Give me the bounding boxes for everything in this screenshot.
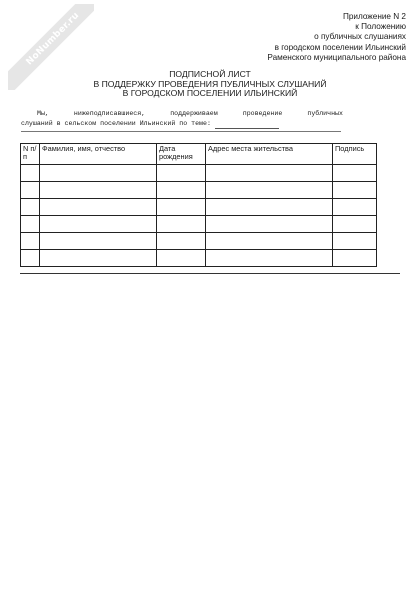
table-row [21, 216, 377, 233]
topic-continuation-line[interactable] [21, 131, 341, 132]
cell-number[interactable] [21, 216, 40, 233]
title-line: В ПОДДЕРЖКУ ПРОВЕДЕНИЯ ПУБЛИЧНЫХ СЛУШАНИЙ [93, 78, 327, 89]
appendix-reference [186, 12, 406, 63]
document-title [0, 70, 420, 99]
topic-blank-field[interactable] [215, 121, 279, 129]
cell-number[interactable] [21, 233, 40, 250]
cell-full-name[interactable] [40, 199, 157, 216]
cell-birth-date[interactable] [157, 182, 206, 199]
cell-birth-date[interactable] [157, 165, 206, 182]
cell-full-name[interactable] [40, 182, 157, 199]
table-row [21, 182, 377, 199]
bottom-divider [20, 273, 400, 274]
cell-full-name[interactable] [40, 250, 157, 267]
intro-word: публичных [307, 110, 343, 117]
intro-line-2: слушаний в сельском поселении Ильинский по теме: [21, 120, 211, 127]
appendix-line: к Положению [355, 22, 406, 32]
cell-birth-date[interactable] [157, 216, 206, 233]
appendix-line: о публичных слушаниях [314, 32, 406, 42]
intro-word: Мы, [37, 110, 49, 117]
cell-signature[interactable] [333, 250, 377, 267]
header-number: N п/п [21, 144, 40, 165]
table-row [21, 233, 377, 250]
cell-number[interactable] [21, 199, 40, 216]
cell-address[interactable] [206, 250, 333, 267]
cell-birth-date[interactable] [157, 233, 206, 250]
cell-signature[interactable] [333, 165, 377, 182]
title-line: ПОДПИСНОЙ ЛИСТ [169, 69, 251, 79]
cell-signature[interactable] [333, 233, 377, 250]
cell-signature[interactable] [333, 182, 377, 199]
cell-signature[interactable] [333, 199, 377, 216]
header-address: Адрес места жительства [206, 144, 333, 165]
intro-word: нижеподписавшиеся, [73, 110, 146, 117]
cell-address[interactable] [206, 165, 333, 182]
appendix-line: Приложение N 2 [342, 12, 406, 21]
cell-address[interactable] [206, 216, 333, 233]
intro-word: проведение [242, 110, 283, 117]
table-header-row [21, 144, 377, 165]
header-signature: Подпись [333, 144, 377, 165]
cell-number[interactable] [21, 165, 40, 182]
table-row [21, 165, 377, 182]
signature-table [20, 143, 377, 267]
watermark-text: NoNumber.ru [24, 10, 82, 68]
intro-paragraph [21, 109, 343, 129]
table-row [21, 199, 377, 216]
title-line: В ГОРОДСКОМ ПОСЕЛЕНИИ ИЛЬИНСКИЙ [122, 88, 298, 99]
cell-signature[interactable] [333, 216, 377, 233]
cell-number[interactable] [21, 182, 40, 199]
appendix-line: Раменского муниципального района [267, 52, 406, 62]
cell-full-name[interactable] [40, 165, 157, 182]
cell-birth-date[interactable] [157, 250, 206, 267]
cell-address[interactable] [206, 233, 333, 250]
header-full-name: Фамилия, имя, отчество [40, 144, 157, 165]
cell-address[interactable] [206, 199, 333, 216]
cell-birth-date[interactable] [157, 199, 206, 216]
cell-full-name[interactable] [40, 216, 157, 233]
intro-word: поддерживаем [170, 110, 218, 117]
table-row [21, 250, 377, 267]
cell-address[interactable] [206, 182, 333, 199]
cell-full-name[interactable] [40, 233, 157, 250]
cell-number[interactable] [21, 250, 40, 267]
header-birth-date: Дата рождения [157, 144, 206, 165]
appendix-line: в городском поселении Ильинский [274, 42, 406, 52]
